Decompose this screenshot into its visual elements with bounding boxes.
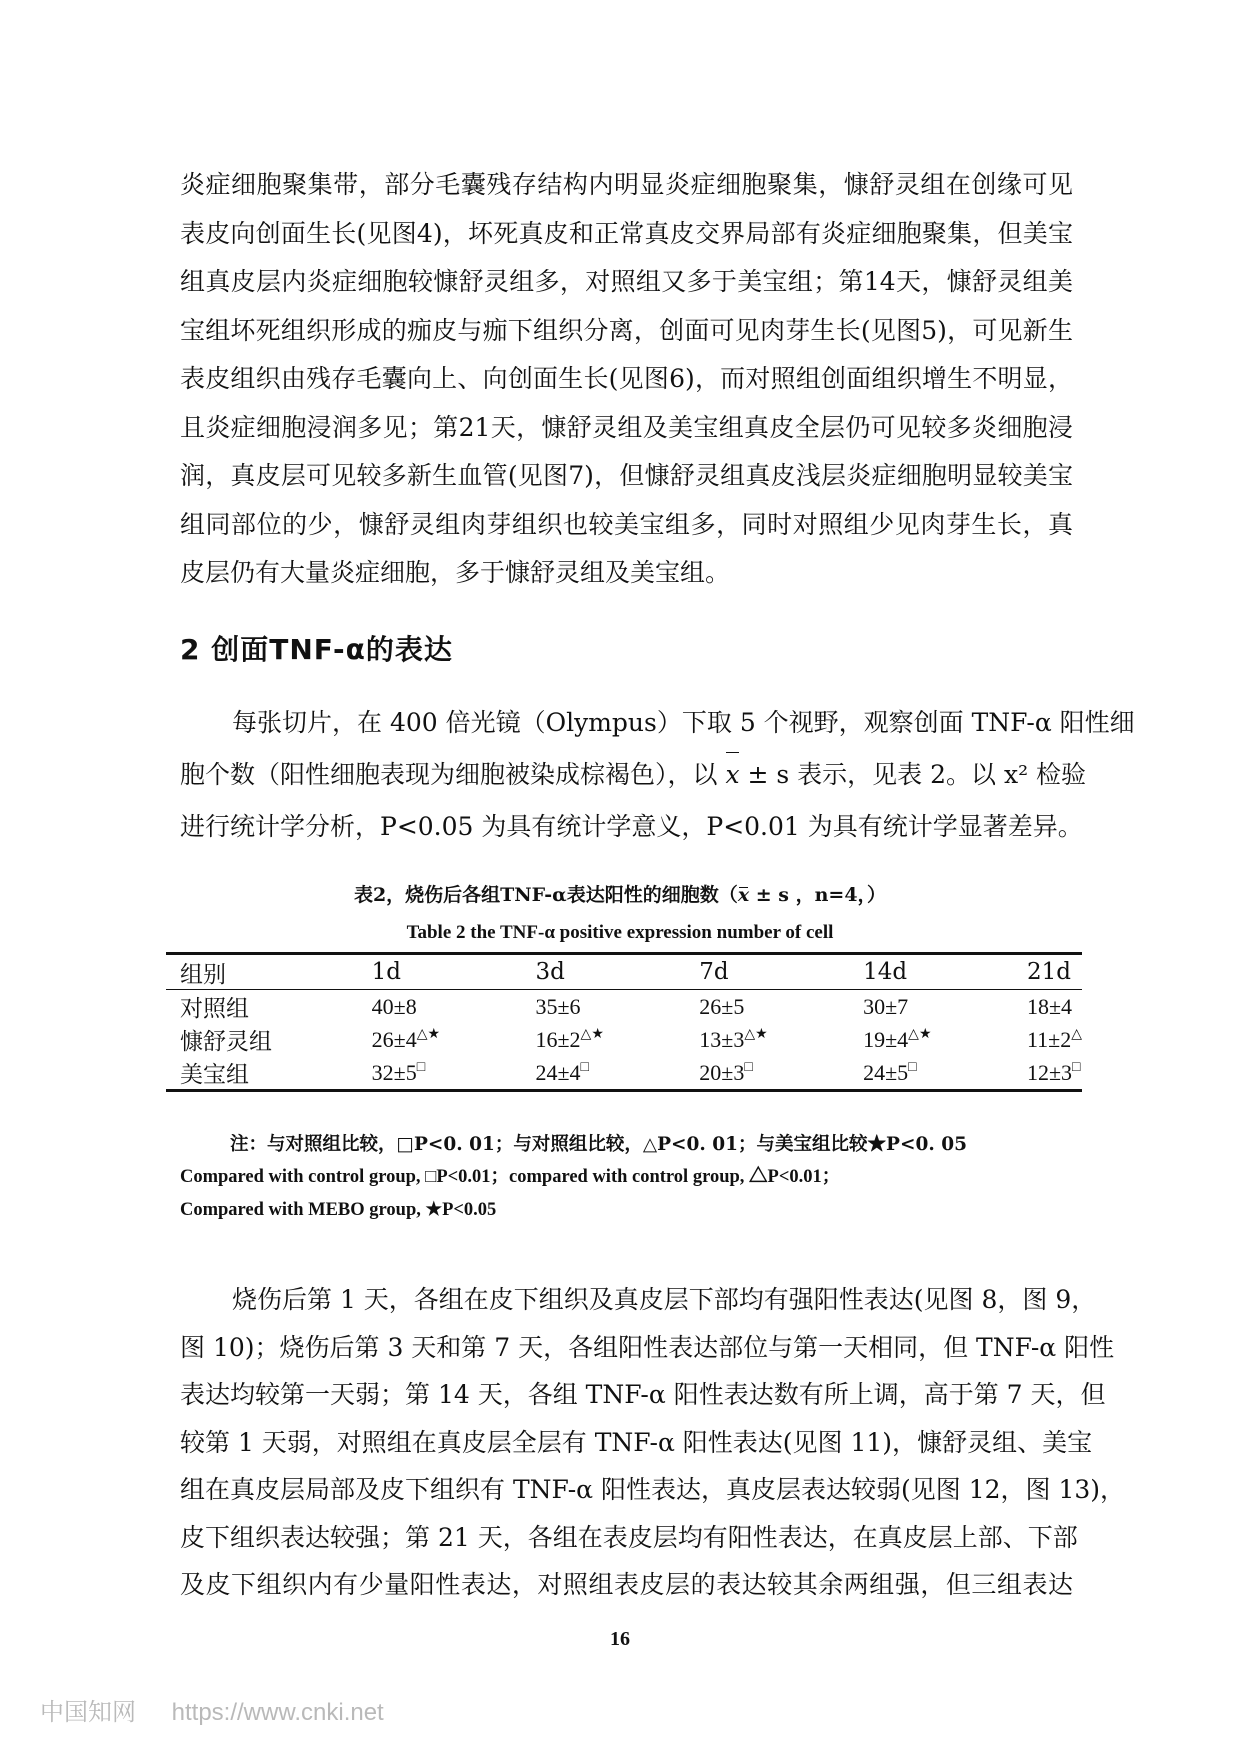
note-en-2: Compared with MEBO group, ★P<0.05 <box>180 1200 497 1220</box>
note-en-1: Compared with control group, □P<0.01；compared with control group, △P<0.01； <box>180 1167 841 1187</box>
text-line: 进行统计学分析，P<0.05 为具有统计学意义，P<0.01 为具有统计学显著差异。 <box>180 812 1083 841</box>
table-caption-en: Table 2 the TNF-α positive expression number of cell <box>406 922 834 943</box>
cnki-url: https://www.cnki.net <box>171 1699 384 1726</box>
section-heading: 2 创面TNF-α的表达 <box>180 633 453 666</box>
table-row <box>166 1023 1082 1056</box>
text-line: 皮下组织表达较强；第 21 天，各组在表皮层均有阳性表达，在真皮层上部、下部 <box>180 1522 1078 1552</box>
group-cell: 慷舒灵组 <box>180 1029 272 1055</box>
text-line: 润，真皮层可见较多新生血管(见图7)，但慷舒灵组真皮浅层炎症细胞明显较美宝 <box>180 461 1073 490</box>
value-cell: 35±6 <box>535 993 581 1019</box>
note-cn: 注：与对照组比较，□P<0. 01；与对照组比较，△P<0. 01；与美宝组比较★P<0. 05 <box>230 1134 967 1155</box>
table-row <box>166 990 1082 1024</box>
value-cell: 26±5 <box>699 993 745 1019</box>
text-line: 图 10)；烧伤后第 3 天和第 7 天，各组阳性表达部位与第一天相同，但 TNF-α 阳性 <box>180 1332 1115 1362</box>
intro-paragraph <box>180 161 1073 598</box>
value-cell: 30±7 <box>863 993 909 1019</box>
method-paragraph <box>180 697 1135 853</box>
x-bar-symbol: x <box>737 884 750 906</box>
value-cell: 26±4△★ <box>371 1027 441 1052</box>
value-cell: 11±2△ <box>1026 1027 1082 1052</box>
text-line: 组真皮层内炎症细胞较慷舒灵组多，对照组又多于美宝组；第14天，慷舒灵组美 <box>180 267 1073 296</box>
text-line: 组同部位的少，慷舒灵组肉芽组织也较美宝组多，同时对照组少见肉芽生长，真 <box>180 509 1073 539</box>
text-line: 表皮组织由残存毛囊向上、向创面生长(见图6)，而对照组创面组织增生不明显， <box>180 364 1073 393</box>
tnf-table <box>166 952 1082 1092</box>
text-line: 宝组坏死组织形成的痂皮与痂下组织分离，创面可见肉芽生长(见图5)，可见新生 <box>180 315 1073 345</box>
text-line: 较第 1 天弱，对照组在真皮层全层有 TNF-α 阳性表达(见图 11)，慷舒灵组、美宝 <box>180 1427 1093 1457</box>
group-cell: 美宝组 <box>180 1062 249 1088</box>
text-line: 烧伤后第 1 天，各组在皮下组织及真皮层下部均有强阳性表达(见图 8，图 9， <box>232 1285 1097 1314</box>
header-cell: 3d <box>521 954 685 990</box>
value-cell: 19±4△★ <box>863 1027 932 1052</box>
table-header-row <box>166 954 1082 990</box>
table-row <box>166 1056 1082 1091</box>
text-line: 皮层仍有大量炎症细胞，多于慷舒灵组及美宝组。 <box>180 558 731 587</box>
text-line: 表皮向创面生长(见图4)，坏死真皮和正常真皮交界局部有炎症细胞聚集，但美宝 <box>180 218 1073 248</box>
value-cell: 13±3△★ <box>699 1027 768 1052</box>
value-cell: 12±3□ <box>1026 1059 1081 1085</box>
text-line: 胞个数（阳性细胞表现为细胞被染成棕褐色），以 x ± s 表示，见表 2。以 x² 检验 <box>180 749 1073 801</box>
cnki-watermark <box>40 1692 384 1727</box>
x-bar-symbol: x <box>725 749 739 801</box>
value-cell: 18±4 <box>1026 993 1073 1019</box>
text-line: 炎症细胞聚集带，部分毛囊残存结构内明显炎症细胞聚集，慷舒灵组在创缘可见 <box>180 170 1073 199</box>
value-cell: 24±5□ <box>863 1059 917 1085</box>
text-line: 及皮下组织内有少量阳性表达，对照组表皮层的表达较其余两组强，但三组表达 <box>180 1570 1073 1599</box>
value-cell: 20±3□ <box>699 1059 753 1085</box>
text-line: 且炎症细胞浸润多见；第21天，慷舒灵组及美宝组真皮全层仍可见较多炎细胞浸 <box>180 412 1073 442</box>
text-line: 每张切片，在 400 倍光镜（Olympus）下取 5 个视野，观察创面 TNF-α 阳性细 <box>232 708 1135 737</box>
header-cell: 组别 <box>166 954 358 990</box>
header-cell: 7d <box>685 954 849 990</box>
cnki-logo-text: 中国知网 <box>40 1698 136 1726</box>
value-cell: 24±4□ <box>535 1059 590 1085</box>
page-number: 16 <box>610 1628 630 1650</box>
table-caption-cn: 表2，烧伤后各组TNF-α表达阳性的细胞数（x ± s ，n=4，） <box>353 884 887 906</box>
header-cell: 14d <box>849 954 1013 990</box>
group-cell: 对照组 <box>180 996 249 1022</box>
text-line: 表达均较第一天弱；第 14 天，各组 TNF-α 阳性表达数有所上调，高于第 7 天，但 <box>180 1380 1106 1409</box>
results-paragraph <box>180 1276 1126 1609</box>
value-cell: 32±5□ <box>371 1059 426 1085</box>
header-cell: 1d <box>358 954 522 990</box>
value-cell: 40±8 <box>371 993 417 1019</box>
value-cell: 16±2△★ <box>535 1027 604 1052</box>
text-line: 组在真皮层局部及皮下组织有 TNF-α 阳性表达，真皮层表达较弱(见图 12，图 13)， <box>180 1475 1126 1504</box>
table-notes <box>180 1128 967 1227</box>
header-cell: 21d <box>1013 954 1082 990</box>
